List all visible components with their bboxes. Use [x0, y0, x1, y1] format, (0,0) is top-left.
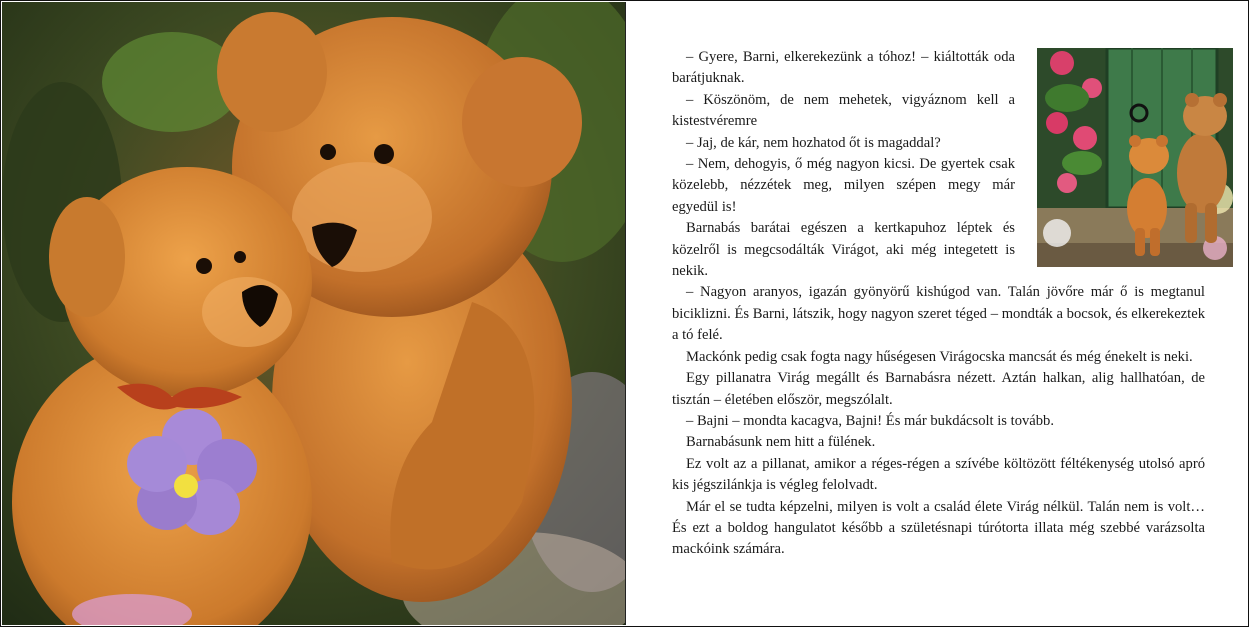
teddy-bears-photo — [2, 2, 625, 625]
story-paragraph: Barnabásunk nem hitt a fülének. — [686, 434, 876, 451]
story-paragraph: – Nem, dehogyis, ő még nagyon kicsi. De gyertek csak közelebb, nézzétek meg, milyen szépen megy már egyedül is! — [672, 156, 1015, 215]
story-paragraph: Már el se tudta képzelni, milyen is volt a család élete Virág nélkül. Talán nem is volt…És ezt a boldog hangulatot később a születésnapi túrótorta illata még szebbé varázsolta mackóink számára. — [672, 498, 1205, 558]
story-paragraph: Mackónk pedig csak fogta nagy hűségesen Virágocska mancsát és még énekelt is neki. — [686, 348, 1193, 365]
story-text — [672, 47, 1205, 561]
story-paragraph: – Gyere, Barni, elkerekezünk a tóhoz! – kiáltották oda barátjuknak. — [672, 49, 1015, 87]
story-paragraph: Ez volt az a pillanat, amikor a réges-régen a szívébe költözött féltékenység utolsó apró kis jégszilánkja is végleg felolvadt. — [672, 455, 1205, 494]
story-paragraph: – Jaj, de kár, nem hozhatod őt is magaddal? — [686, 134, 941, 151]
story-paragraph: Egy pillanatra Virág megállt és Barnabásra nézett. Aztán halkan, alig hallhatóan, de tisztán – életében először, megszólalt. — [672, 370, 1205, 408]
story-paragraph: – Nagyon aranyos, igazán gyönyörű kishúgod van. Talán jövőre már ő is megtanul biciklizni. És Barni, látszik, hogy nagyon szeret téged – mondták a bocsok, és elkerekeztek a tó felé. — [672, 284, 1205, 344]
text-page — [626, 2, 1248, 625]
story-paragraph: – Bajni – mondta kacagva, Bajni! És már bukdácsolt is tovább. — [686, 412, 1055, 429]
story-paragraph: – Köszönöm, de nem mehetek, vigyáznom kell a kistestvéremre — [672, 91, 1015, 130]
story-paragraph: Barnabás barátai egészen a kertkapuhoz léptek és közelről is megcsodálták Virágot, aki még integetett is nekik. — [672, 220, 1015, 280]
